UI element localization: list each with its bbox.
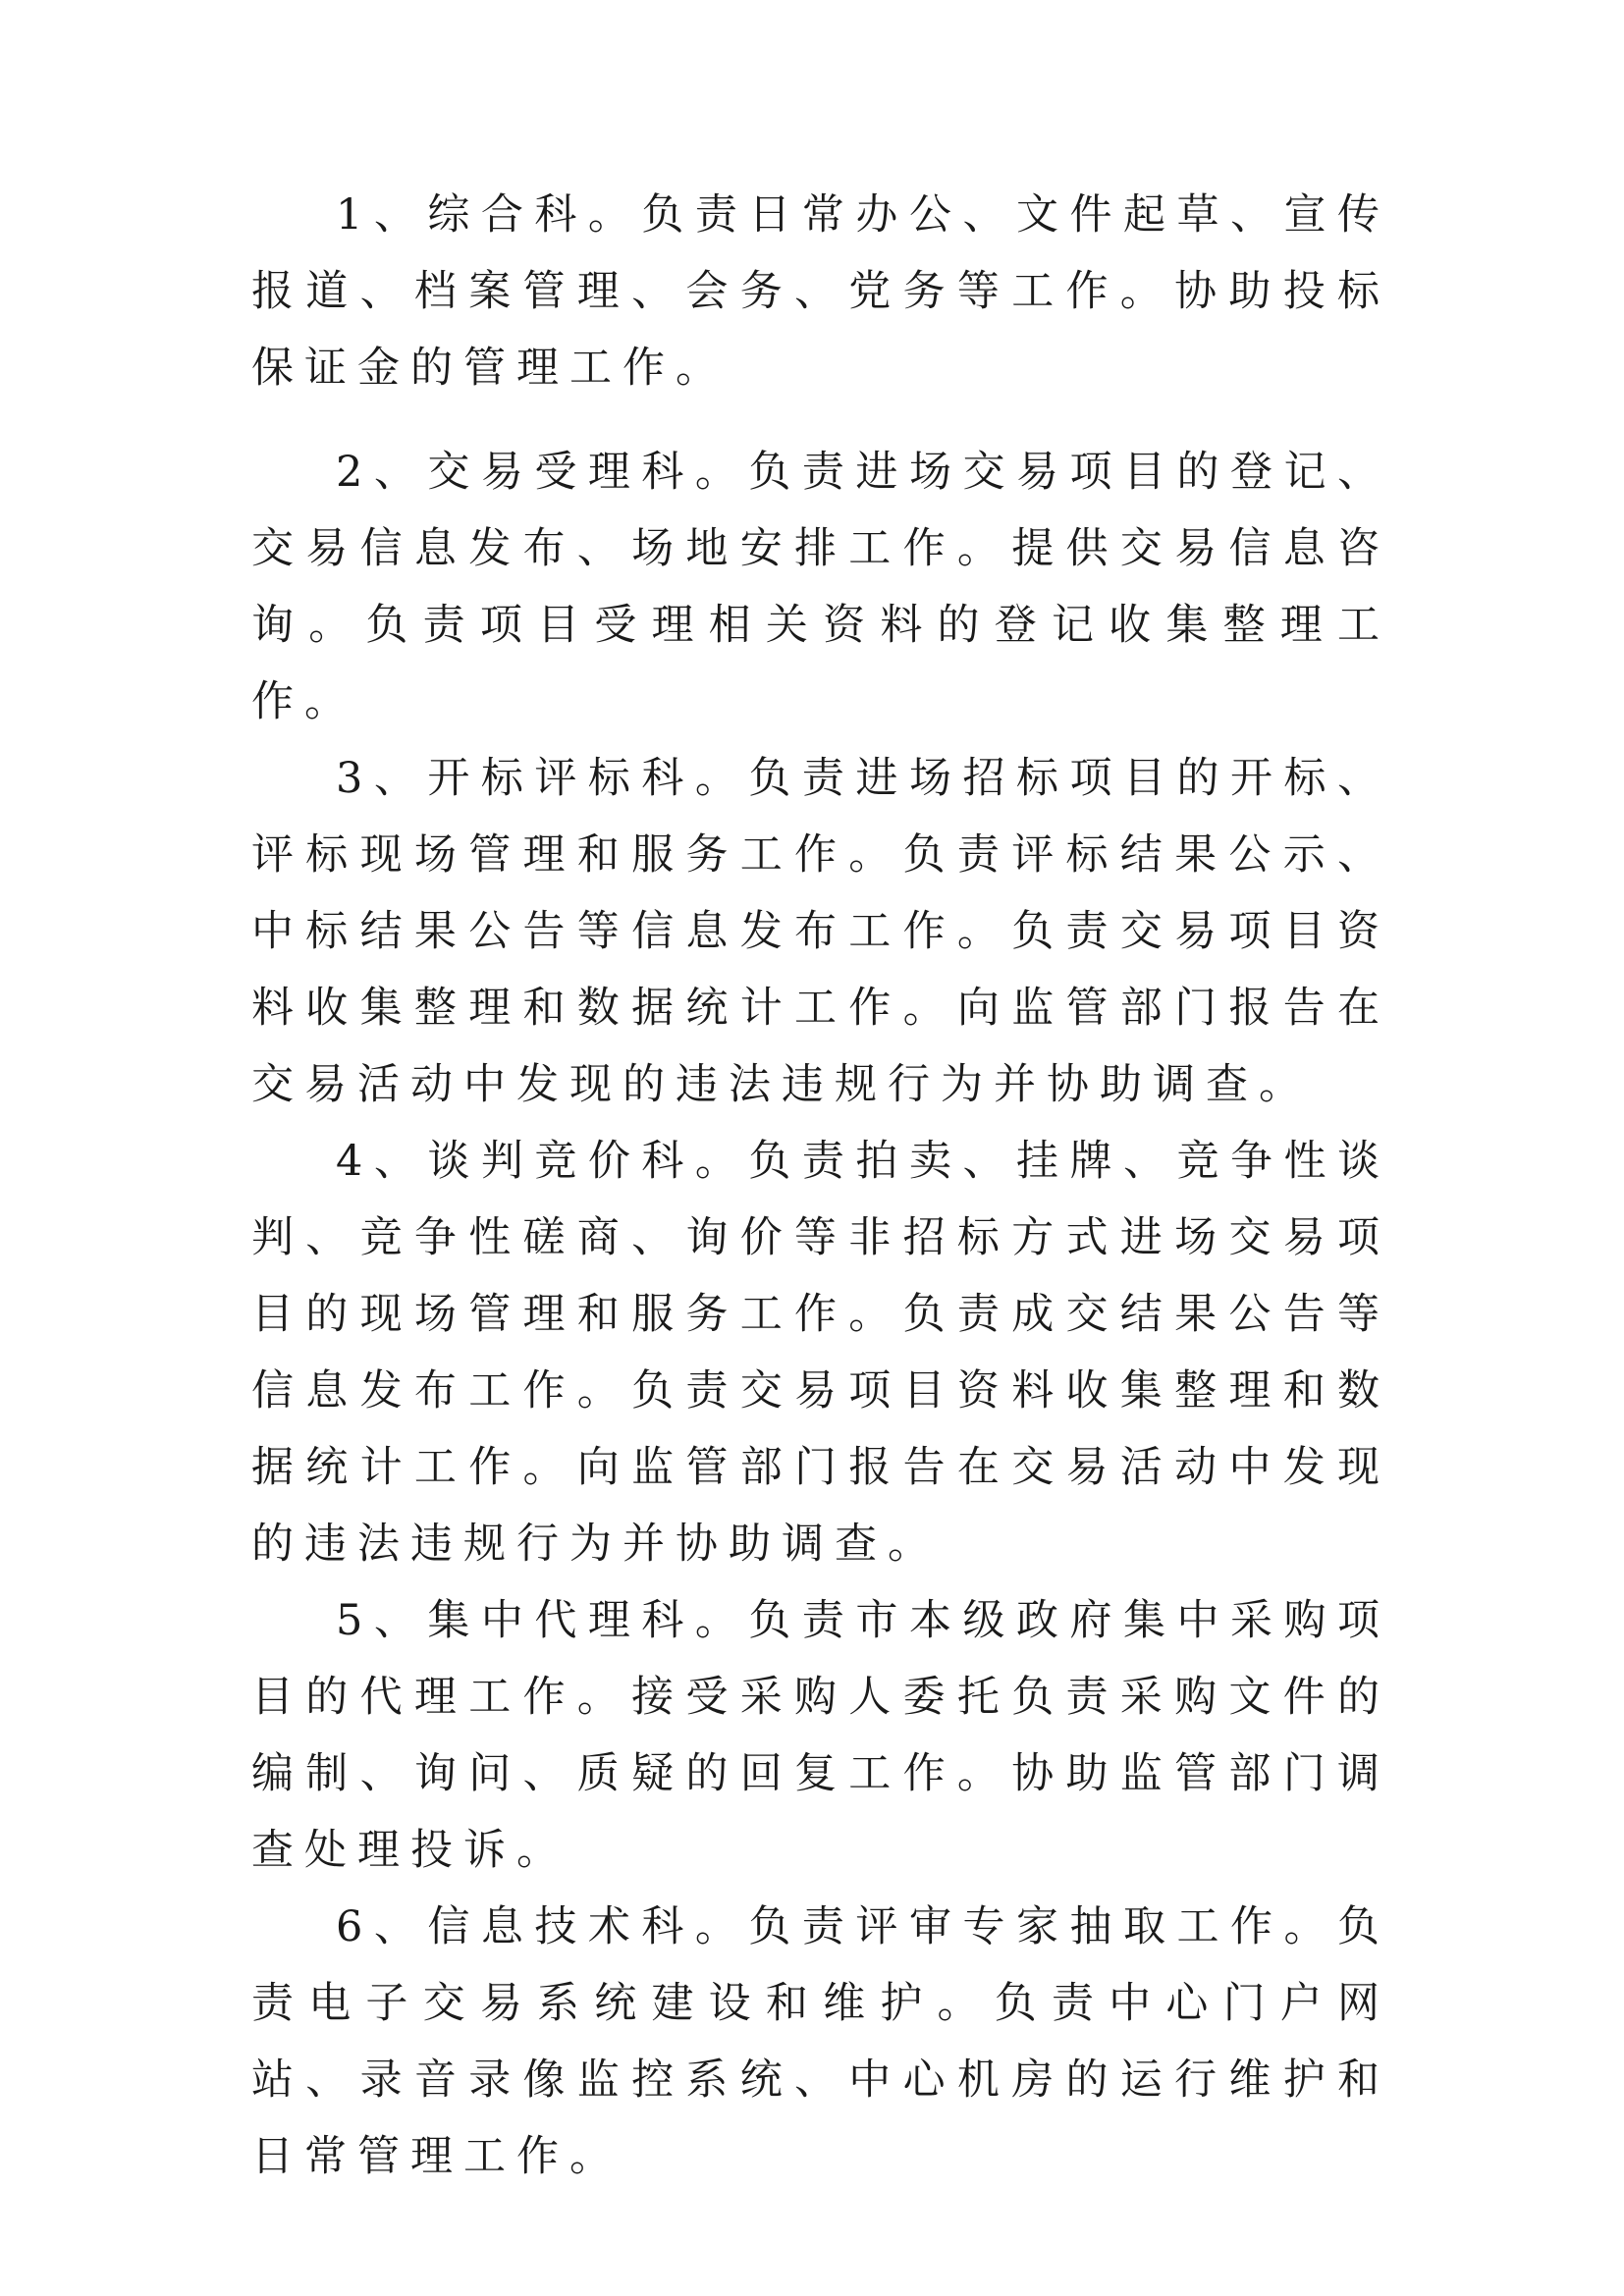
document-body xyxy=(251,177,1390,2195)
paragraph-information-technology: 6、信息技术科。负责评审专家抽取工作。负责电子交易系统建设和维护。负责中心门户网站、录音录像监控系统、中心机房的运行维护和日常管理工作。 xyxy=(251,1902,1390,2181)
paragraph-bid-opening-evaluation: 3、开标评标科。负责进场招标项目的开标、评标现场管理和服务工作。负责评标结果公示、中标结果公告等信息发布工作。负责交易项目资料收集整理和数据统计工作。向监管部门报告在交易活动中发现的违法违规行为并协助调查。 xyxy=(251,754,1390,1109)
paragraph-negotiation-bidding: 4、谈判竞价科。负责拍卖、挂牌、竞争性谈判、竞争性磋商、询价等非招标方式进场交易项目的现场管理和服务工作。负责成交结果公告等信息发布工作。负责交易项目资料收集整理和数据统计工作。向监管部门报告在交易活动中发现的违法违规行为并协助调查。 xyxy=(251,1137,1390,1569)
paragraph-general-office: 1、综合科。负责日常办公、文件起草、宣传报道、档案管理、会务、党务等工作。协助投标保证金的管理工作。 xyxy=(251,190,1390,393)
paragraph-centralized-agency: 5、集中代理科。负责市本级政府集中采购项目的代理工作。接受采购人委托负责采购文件的编制、询问、质疑的回复工作。协助监管部门调查处理投诉。 xyxy=(251,1596,1390,1875)
paragraph-transaction-acceptance: 2、交易受理科。负责进场交易项目的登记、交易信息发布、场地安排工作。提供交易信息咨询。负责项目受理相关资料的登记收集整理工作。 xyxy=(251,448,1390,726)
